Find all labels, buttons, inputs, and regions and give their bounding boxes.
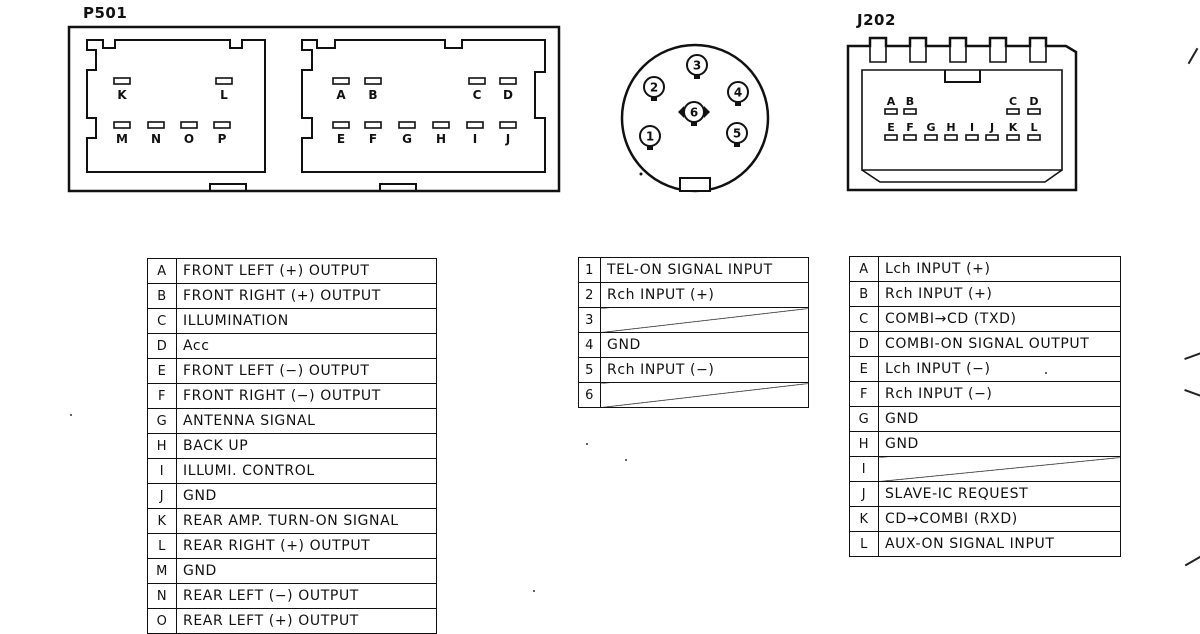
p501-pin-label: G [402,132,412,146]
round-pin-label: 5 [732,126,742,141]
pin-slot [333,78,349,84]
pin-slot [469,78,485,84]
p501-pin-label: H [435,132,447,146]
p501-pin-label: O [183,132,195,146]
table-row [850,382,1121,407]
table-row [850,482,1121,507]
signal-cell: Rch INPUT (+) [879,282,1121,307]
p501-pin-table [147,258,437,634]
pin-id-cell: J [850,482,879,507]
j202-pin-label: C [1008,95,1018,108]
signal-cell: REAR LEFT (+) OUTPUT [177,609,437,634]
signal-cell: REAR RIGHT (+) OUTPUT [177,534,437,559]
signal-cell: REAR AMP. TURN-ON SIGNAL [177,509,437,534]
signal-cell: Rch INPUT (−) [601,358,809,383]
pin-id-cell: H [148,434,177,459]
pin-slot [181,122,197,128]
pin-slot [500,122,516,128]
pin-id-cell: I [148,459,177,484]
p501-pin-label: L [220,88,228,102]
j202-connector-drawing [840,30,1085,195]
p501-pin-label: A [336,88,346,102]
table-row [850,307,1121,332]
table-row [148,534,437,559]
table-row [148,334,437,359]
table-row [850,282,1121,307]
signal-cell: AUX-ON SIGNAL INPUT [879,532,1121,557]
pin-slot [214,122,230,128]
p501-pin-label: P [217,132,227,146]
pin-slot [885,109,897,114]
signal-cell: CD→COMBI (RXD) [879,507,1121,532]
signal-cell: COMBI→CD (TXD) [879,307,1121,332]
j202-pin-label: J [989,121,995,134]
p501-pin-label: C [472,88,482,102]
signal-cell: FRONT RIGHT (−) OUTPUT [177,384,437,409]
pin-id-cell: D [148,334,177,359]
table-row [850,432,1121,457]
table-row [148,284,437,309]
j202-pin-label: E [887,121,895,134]
p501-pin-label: F [368,132,378,146]
p501-pin-label: E [336,132,346,146]
binding-mark [1188,48,1199,65]
binding-mark [1185,556,1200,567]
pin-id-cell: 3 [579,308,601,333]
table-row [148,509,437,534]
unused-signal-cell [601,383,809,408]
round-pin-label: 2 [649,80,659,95]
table-row [850,532,1121,557]
binding-mark [1184,389,1200,397]
pin-id-cell: B [850,282,879,307]
table-row [850,507,1121,532]
pin-id-cell: 2 [579,283,601,308]
pin-slot [467,122,483,128]
p501-pin-label: I [472,132,478,146]
round-pin-label: 4 [733,85,743,100]
j202-pin-label: G [926,121,936,134]
table-row [850,257,1121,282]
pin-id-cell: O [148,609,177,634]
pin-slot [966,135,978,140]
signal-cell: REAR LEFT (−) OUTPUT [177,584,437,609]
signal-cell: GND [177,559,437,584]
pin-id-cell: C [850,307,879,332]
pin-slot [945,135,957,140]
pin-slot [148,122,164,128]
pin-slot [333,122,349,128]
pin-id-cell: 5 [579,358,601,383]
pin-slot [925,135,937,140]
signal-cell: SLAVE-IC REQUEST [879,482,1121,507]
p501-connector-drawing [0,0,570,200]
signal-cell: ILLUMINATION [177,309,437,334]
pin-id-cell: B [148,284,177,309]
signal-cell: BACK UP [177,434,437,459]
table-row [148,484,437,509]
pin-slot [1028,135,1040,140]
signal-cell: Acc [177,334,437,359]
pin-slot [365,122,381,128]
p501-pin-label: M [116,132,128,146]
table-row [148,384,437,409]
pin-id-cell: A [148,259,177,284]
pin-id-cell: H [850,432,879,457]
signal-cell: FRONT RIGHT (+) OUTPUT [177,284,437,309]
table-row [850,457,1121,482]
j202-pin-table [849,256,1121,557]
signal-cell: COMBI-ON SIGNAL OUTPUT [879,332,1121,357]
table-row [579,333,809,358]
pin-slot [216,78,232,84]
scan-speck [625,459,627,461]
signal-cell: TEL-ON SIGNAL INPUT [601,258,809,283]
pin-slot [365,78,381,84]
pin-slot [1028,109,1040,114]
pin-slot [885,135,897,140]
scan-speck [70,414,72,416]
pin-slot [399,122,415,128]
table-row [148,259,437,284]
pin-slot [1007,109,1019,114]
signal-cell: ANTENNA SIGNAL [177,409,437,434]
j202-pin-label: H [946,121,956,134]
pin-slot [904,135,916,140]
binding-mark [1184,352,1200,360]
round-connector-pin-table [578,257,809,408]
table-row [850,332,1121,357]
table-row [148,559,437,584]
scan-speck [1045,372,1047,374]
j202-pin-label: B [905,95,915,108]
table-row [579,283,809,308]
p501-pin-label: B [368,88,378,102]
signal-cell: GND [879,407,1121,432]
pin-id-cell: L [850,532,879,557]
pin-id-cell: D [850,332,879,357]
table-row [148,459,437,484]
signal-cell: Rch INPUT (+) [601,283,809,308]
j202-pin-label: I [969,121,975,134]
j202-pin-label: D [1029,95,1039,108]
round-pin-labels [610,40,790,200]
pin-slot [1007,135,1019,140]
signal-cell: GND [177,484,437,509]
j202-pin-label: F [906,121,914,134]
signal-cell: GND [879,432,1121,457]
pin-id-cell: L [148,534,177,559]
table-row [579,258,809,283]
pin-slot [114,122,130,128]
round-pin-label: 1 [645,129,655,144]
pin-id-cell: C [148,309,177,334]
pin-id-cell: 1 [579,258,601,283]
signal-cell: FRONT LEFT (−) OUTPUT [177,359,437,384]
p501-title: P501 [83,4,128,22]
unused-signal-cell [601,308,809,333]
p501-pin-label: J [505,132,511,146]
pin-id-cell: G [850,407,879,432]
table-row [148,409,437,434]
pin-id-cell: K [148,509,177,534]
signal-cell: ILLUMI. CONTROL [177,459,437,484]
j202-pin-label: A [886,95,896,108]
table-row [850,357,1121,382]
p501-pin-label: D [503,88,513,102]
pin-id-cell: I [850,457,879,482]
pin-slot [986,135,998,140]
pin-id-cell: 6 [579,383,601,408]
round-pin-label: 6 [689,105,699,120]
pin-id-cell: K [850,507,879,532]
pin-id-cell: F [850,382,879,407]
pin-id-cell: E [148,359,177,384]
j202-pin-label: L [1030,121,1038,134]
pin-slot [904,109,916,114]
pin-id-cell: J [148,484,177,509]
pin-id-cell: 4 [579,333,601,358]
signal-cell: FRONT LEFT (+) OUTPUT [177,259,437,284]
table-row [579,358,809,383]
round-pin-label: 3 [692,58,702,73]
pin-slot [500,78,516,84]
unused-signal-cell [879,457,1121,482]
scan-speck [586,443,588,445]
table-row [148,359,437,384]
table-row [148,584,437,609]
pin-id-cell: F [148,384,177,409]
signal-cell: Rch INPUT (−) [879,382,1121,407]
signal-cell: Lch INPUT (+) [879,257,1121,282]
table-row [579,308,809,333]
p501-pin-label: K [117,88,127,102]
pin-id-cell: G [148,409,177,434]
p501-pin-label: N [150,132,162,146]
table-row [148,309,437,334]
j202-title: J202 [857,11,896,29]
pin-id-cell: A [850,257,879,282]
pin-slot [433,122,449,128]
table-row [579,383,809,408]
pin-id-cell: N [148,584,177,609]
pin-id-cell: E [850,357,879,382]
pin-slot [114,78,130,84]
pin-id-cell: M [148,559,177,584]
signal-cell: GND [601,333,809,358]
scan-speck [533,590,535,592]
table-row [148,434,437,459]
j202-pin-label: K [1008,121,1018,134]
signal-cell: Lch INPUT (−) [879,357,1121,382]
table-row [850,407,1121,432]
